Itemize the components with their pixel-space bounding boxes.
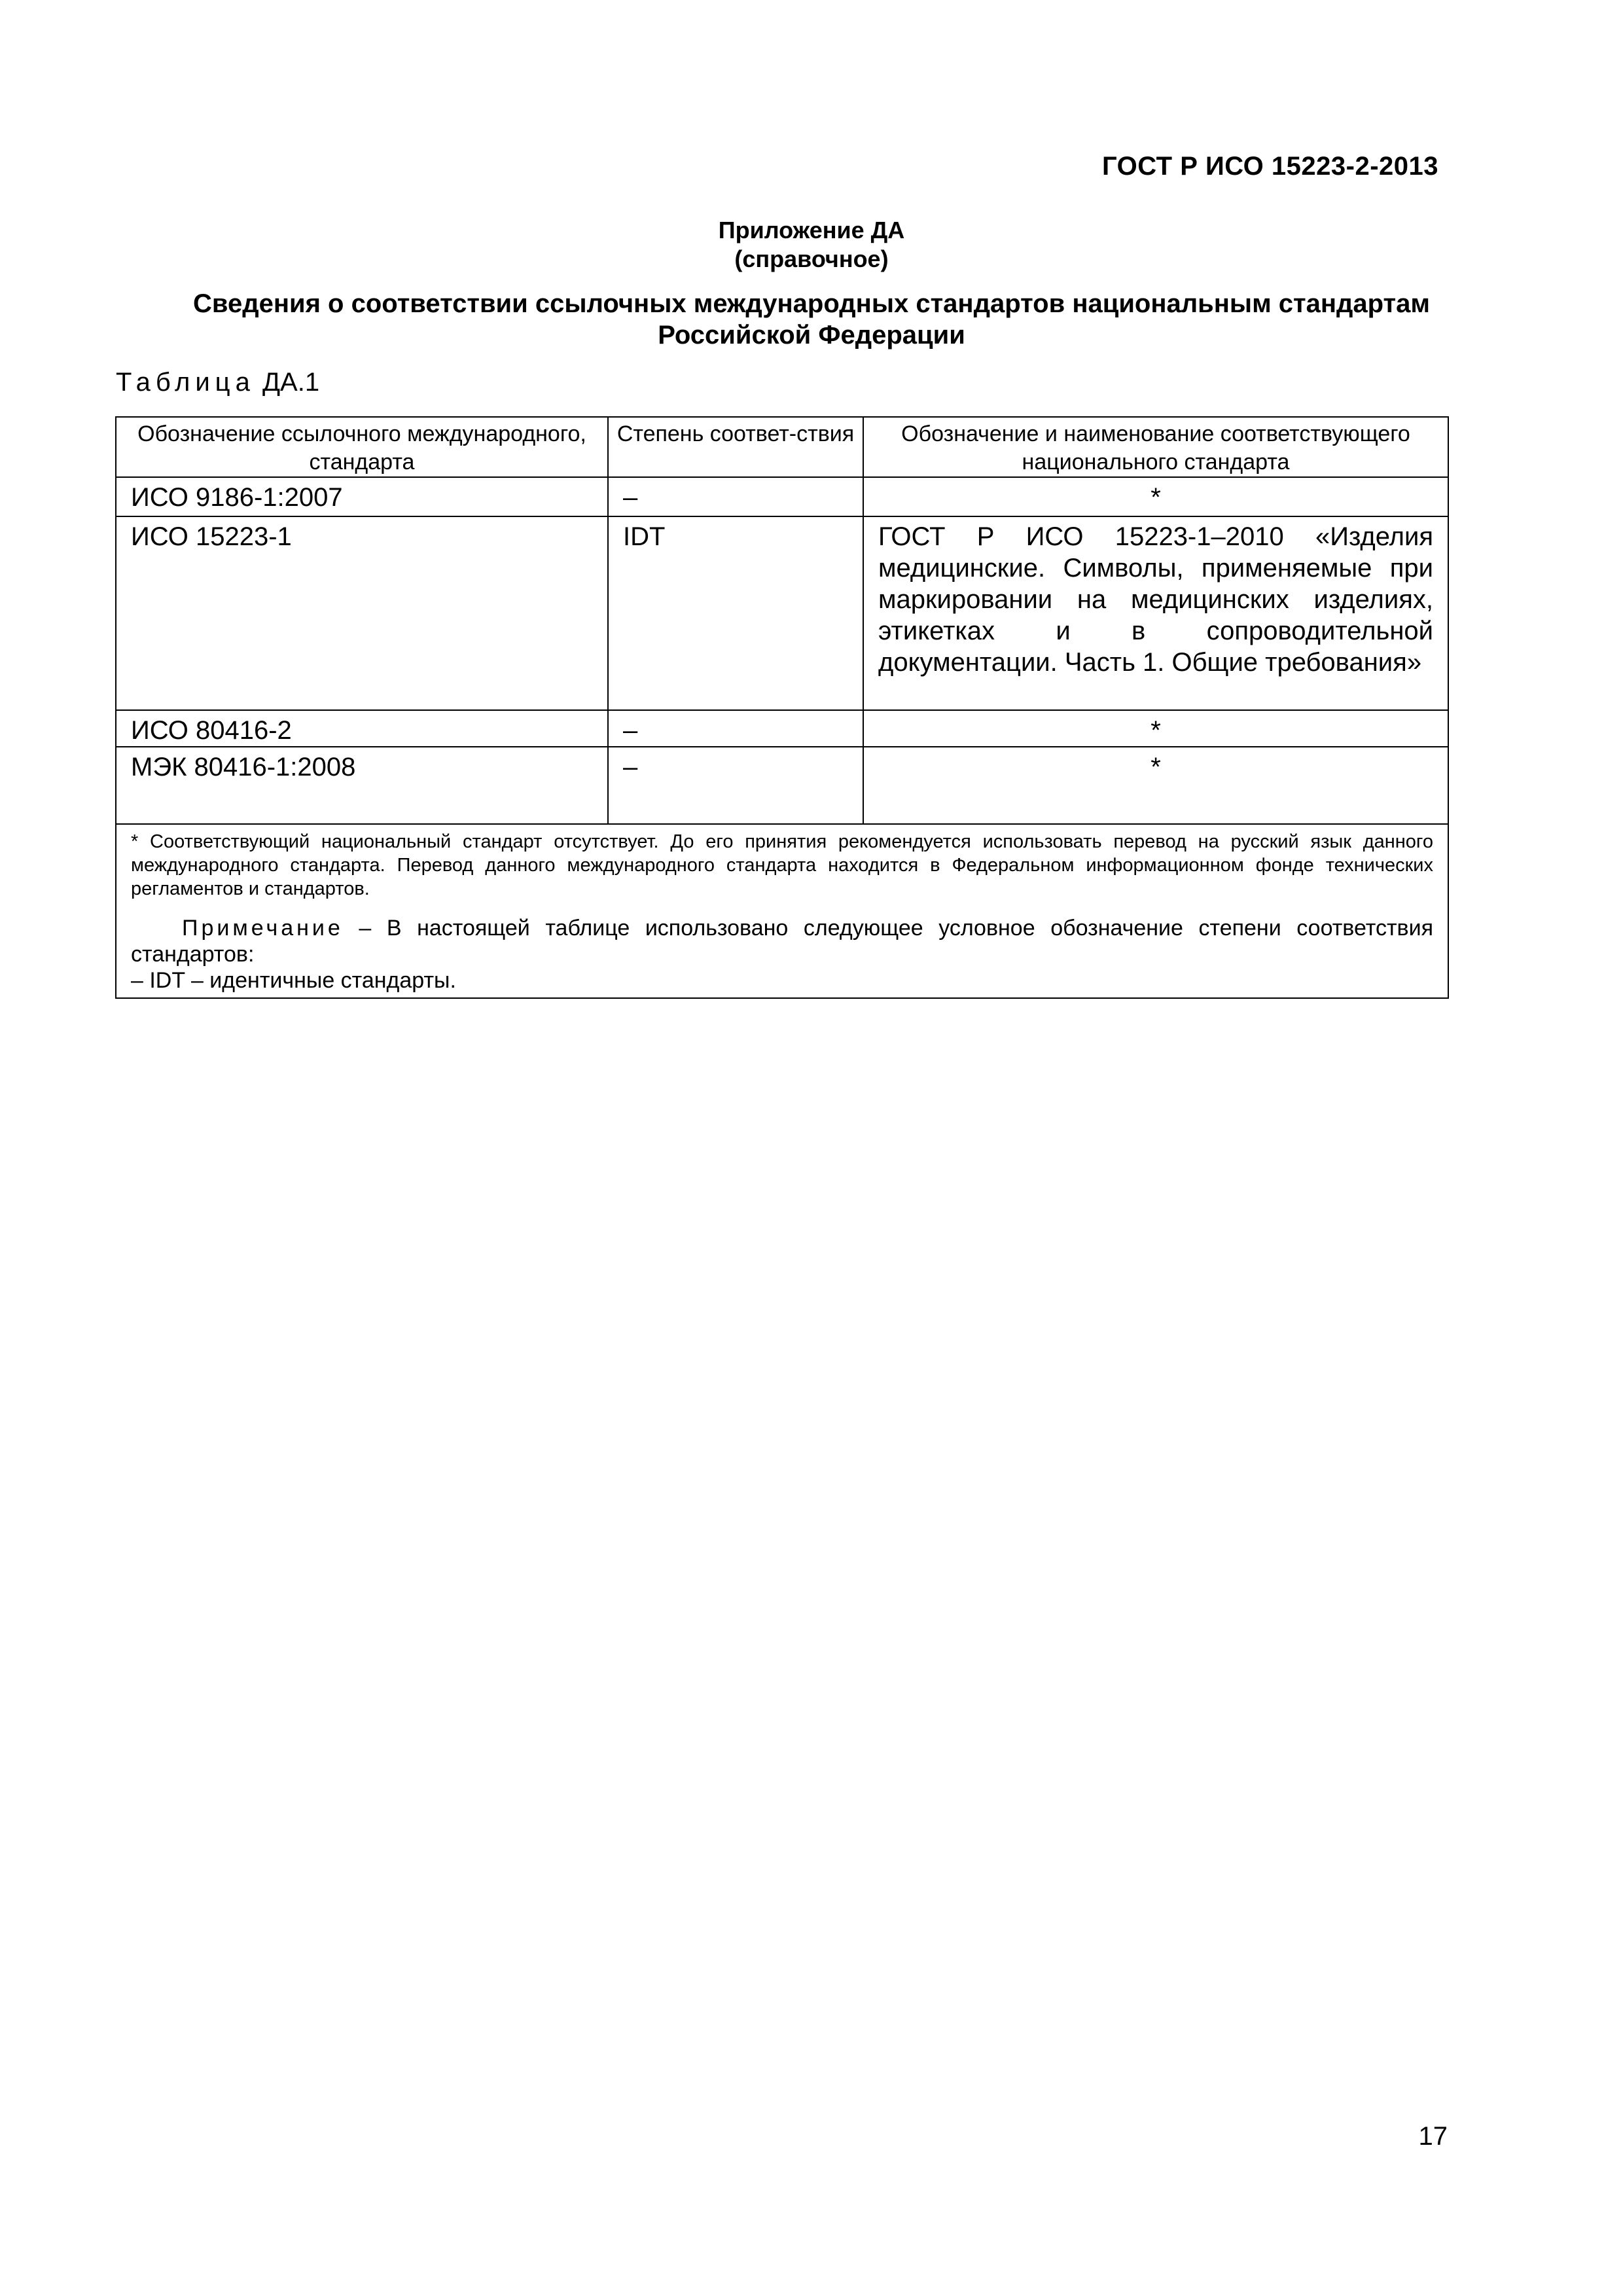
table-footer	[116, 824, 1448, 998]
cell-reference-standard: МЭК 80416-1:2008	[116, 747, 608, 824]
cell-reference-standard: ИСО 9186-1:2007	[116, 477, 608, 516]
cell-national-standard: *	[863, 747, 1448, 824]
appendix-title: Приложение ДА	[718, 217, 905, 243]
appendix-subtitle: (справочное)	[734, 245, 889, 272]
table-row	[116, 516, 1448, 710]
cell-reference-standard: ИСО 80416-2	[116, 710, 608, 747]
header-national-standard: Обозначение и наименование соответствующего национального стандарта	[863, 417, 1448, 477]
document-code: ГОСТ Р ИСО 15223-2-2013	[1102, 152, 1438, 181]
cell-degree: –	[608, 710, 863, 747]
cell-degree: IDT	[608, 516, 863, 710]
table-row	[116, 747, 1448, 824]
table-row	[116, 477, 1448, 516]
header-reference-standard: Обозначение ссылочного международного, стандарта	[116, 417, 608, 477]
standards-correspondence-table	[115, 416, 1449, 999]
cell-degree: –	[608, 747, 863, 824]
table-caption-word: Таблица	[116, 368, 255, 397]
note-item: – IDT – идентичные стандарты.	[131, 968, 456, 993]
cell-national-standard: *	[863, 710, 1448, 747]
cell-national-standard: *	[863, 477, 1448, 516]
cell-degree: –	[608, 477, 863, 516]
note-text: – В настоящей таблице использовано следующее условное обозначение степени соответствия стандартов:	[131, 916, 1433, 967]
cell-reference-standard: ИСО 15223-1	[116, 516, 608, 710]
note-label: Примечание	[182, 916, 344, 941]
table-header-row	[116, 417, 1448, 477]
table-note	[131, 915, 1433, 967]
page-number: 17	[1418, 2122, 1448, 2151]
table-caption	[116, 368, 319, 397]
table-caption-number: ДА.1	[262, 368, 320, 397]
table-footnote: * Соответствующий национальный стандарт отсутствует. До его принятия рекомендуется использовать перевод на русский язык данного международного стандарта. Перевод данного международного стандарта находится в Федеральном информационном фонде технических регламентов и стандартов.	[131, 831, 1433, 899]
table-footer-row	[116, 824, 1448, 998]
section-title: Сведения о соответствии ссылочных международных стандартов национальным стандартам Российской Федерации	[193, 289, 1430, 350]
appendix-heading	[0, 216, 1623, 274]
header-degree: Степень соответ-ствия	[608, 417, 863, 477]
table-row	[116, 710, 1448, 747]
cell-national-standard: ГОСТ Р ИСО 15223-1–2010 «Изделия медицинские. Символы, применяемые при маркировании на медицинских изделиях, этикетках и в сопроводительной документации. Часть 1. Общие требования»	[863, 516, 1448, 710]
